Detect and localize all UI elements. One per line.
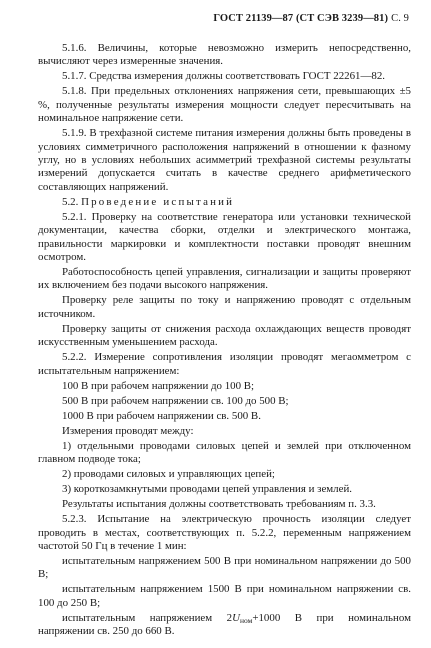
paragraph-results: Результаты испытания должны соответствовать требованиям п. 3.3. bbox=[62, 498, 376, 511]
document-body bbox=[38, 42, 411, 640]
section-title: Проведение испытаний bbox=[81, 195, 235, 208]
paragraph-5-1-7: 5.1.7. Средства измерения должны соответствовать ГОСТ 22261—82. bbox=[62, 70, 385, 83]
paragraph-5-2-1: 5.2.1. Проверку на соответствие генератора или установки технической документации, качества сборки, отделки и электрического монтажа, правильности маркировки и комплектности поставки проводят внешним осмотром. bbox=[38, 210, 411, 264]
standard-designation: ГОСТ 21139—87 (СТ СЭВ 3239—81) bbox=[213, 13, 389, 24]
formula-symbol: U bbox=[232, 611, 240, 624]
voltage-item-3: 1000 В при рабочем напряжении св. 500 В. bbox=[62, 409, 261, 422]
paragraph-cooling-check: Проверку защиты от снижения расхода охлаждающих веществ проводят искусственным уменьшением расхода. bbox=[38, 322, 411, 349]
voltage-item-2: 500 В при рабочем напряжении св. 100 до 500 В; bbox=[62, 394, 289, 407]
test-voltage-item-3 bbox=[38, 612, 411, 639]
measurement-item-3: 3) короткозамкнутыми проводами цепей управления и землей. bbox=[62, 483, 352, 496]
paragraph-5-1-8: 5.1.8. При предельных отклонениях напряжения сети, превышающих ±5 %, полученные результаты измерения мощности следует пересчитывать на номинальное напряжение сети. bbox=[38, 85, 411, 125]
measurement-item-2: 2) проводами силовых и управляющих цепей; bbox=[62, 468, 275, 481]
section-number: 5.2. bbox=[62, 195, 79, 208]
page-header bbox=[213, 13, 409, 24]
paragraph-5-2-2: 5.2.2. Измерение сопротивления изоляции проводят мегаомметром с испытательным напряжением: bbox=[38, 351, 411, 377]
measurement-item-1: 1) отдельными проводами силовых цепей и землей при отключенном главном подводе тока; bbox=[38, 439, 411, 466]
formula-subscript: ном bbox=[239, 615, 253, 625]
paragraph-measurements-between: Измерения проводят между: bbox=[62, 424, 194, 437]
paragraph-workability: Работоспособность цепей управления, сигнализации и защиты проверяют их включением без подачи высокого напряжения. bbox=[38, 266, 411, 292]
page-number: С. 9 bbox=[391, 13, 409, 24]
paragraph-5-1-9: 5.1.9. В трехфазной системе питания измерения должны быть проведены в условиях симметричного расположения напряжений в отношении к фазному углу, но в условиях небольших асимметрий трехфазной системы результаты измерений допускается считать в качестве среднего арифметического составляющих напряжений. bbox=[38, 127, 411, 193]
formula-prefix: испытательным напряжением 2 bbox=[62, 611, 233, 624]
test-voltage-item-2: испытательным напряжением 1500 В при номинальном напряжении св. 100 до 250 В; bbox=[38, 583, 411, 609]
paragraph-5-1-6: 5.1.6. Величины, которые невозможно измерить непосредственно, вычисляют через измеренные значения. bbox=[38, 42, 411, 68]
test-voltage-item-1: испытательным напряжением 500 В при номинальном напряжении до 500 В; bbox=[38, 554, 411, 581]
section-heading-5-2 bbox=[38, 196, 411, 209]
paragraph-5-2-3: 5.2.3. Испытание на электрическую прочность изоляции следует проводить в местах, соответствующих п. 5.2.2, переменным напряжением частотой 50 Гц в течение 1 мин: bbox=[38, 513, 411, 552]
voltage-item-1: 100 В при рабочем напряжении до 100 В; bbox=[62, 379, 255, 392]
paragraph-relay-check: Проверку реле защиты по току и напряжению проводят с отдельным источником. bbox=[38, 294, 411, 320]
formula-suffix: +1000 В при номинальном напряжении св. 250 до 660 В. bbox=[38, 611, 411, 638]
